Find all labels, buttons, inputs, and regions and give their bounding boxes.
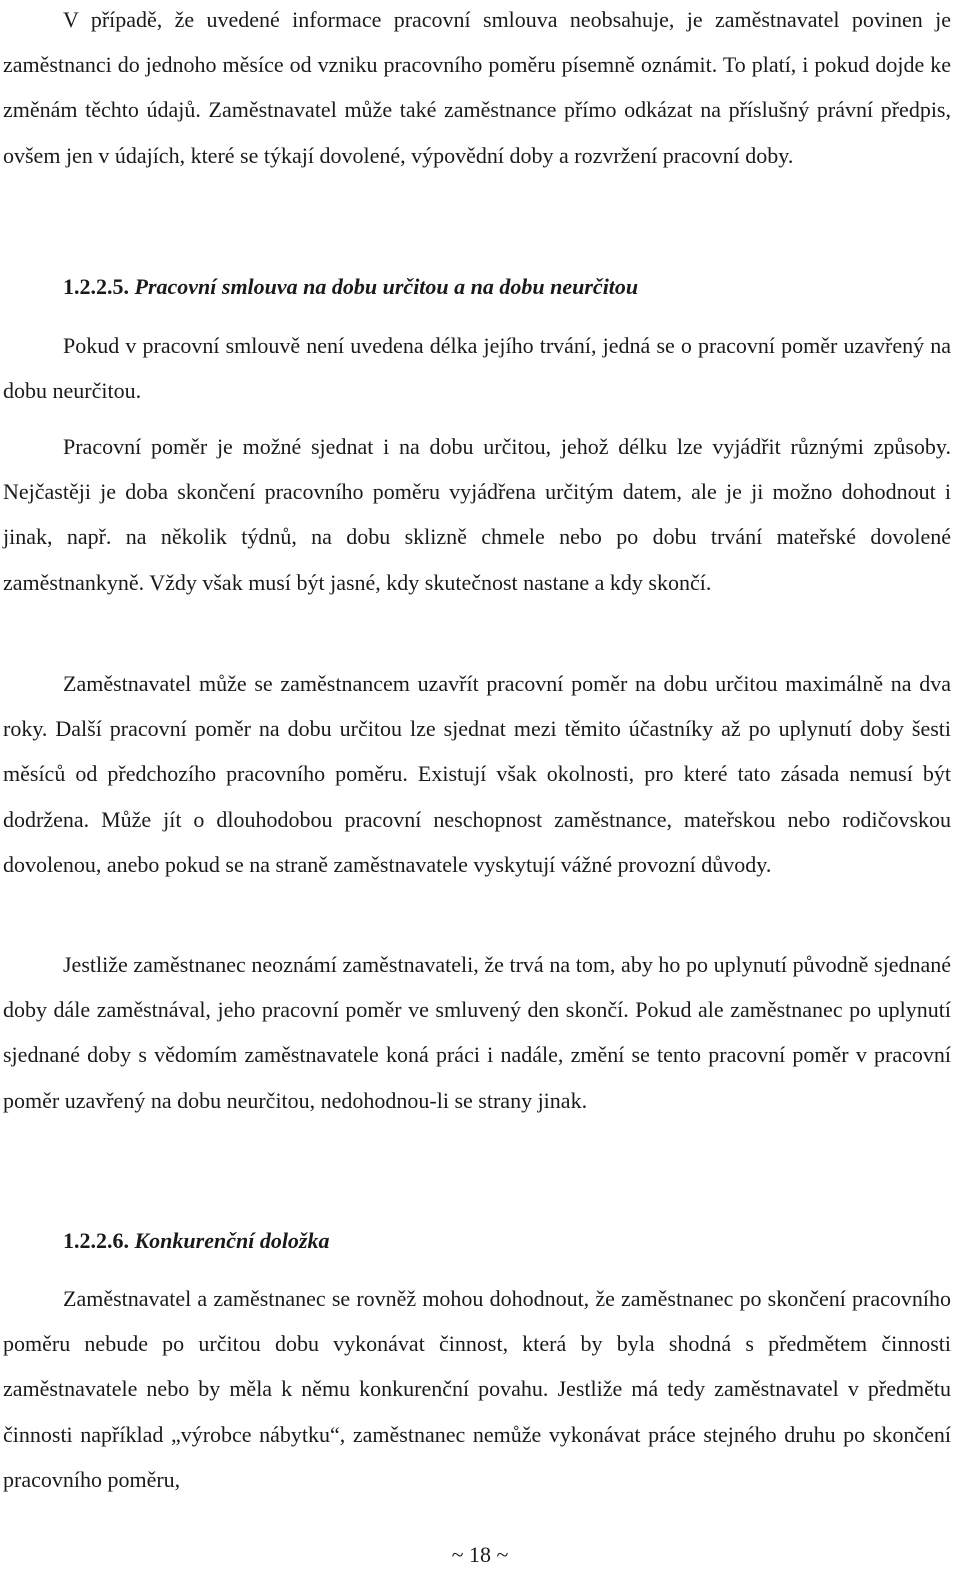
paragraph-1: Pokud v pracovní smlouvě není uvedena délka jejího trvání, jedná se o pracovní poměr uzavřený na dobu neurčitou. [3,333,951,404]
section-title: Konkurenční doložka [134,1228,330,1253]
section-heading-1-2-2-6 [3,1226,330,1256]
paragraph-4: Jestliže zaměstnanec neoznámí zaměstnavateli, že trvá na tom, aby ho po uplynutí původně sjednané doby dále zaměstnával, jeho pracovní poměr ve smluvený den skončí. Pokud ale zaměstnanec po uplynutí sjednané doby s vědomím zaměstnavatele koná práci i nadále, změní se tento pracovní poměr v pracovní poměr uzavřený na dobu neurčitou, nedohodnou-li se strany jinak. [3,952,951,1113]
section-number: 1.2.2.6. [63,1228,129,1253]
page-number: ~ 18 ~ [451,1542,509,1567]
section-title: Pracovní smlouva na dobu určitou a na dobu neurčitou [134,274,639,299]
section-heading-1-2-2-5 [3,272,638,302]
paragraph-5: Zaměstnavatel a zaměstnanec se rovněž mohou dohodnout, že zaměstnanec po skončení pracovního poměru nebude po určitou dobu vykonávat činnost, která by byla shodná s předmětem činnosti zaměstnavatele nebo by měla k němu konkurenční povahu. Jestliže má tedy zaměstnavatel v předmětu činnosti například „výrobce nábytku“, zaměstnanec nemůže vykonávat práce stejného druhu po skončení pracovního poměru, [3,1286,951,1492]
paragraph-2: Pracovní poměr je možné sjednat i na dobu určitou, jehož délku lze vyjádřit různými způsoby. Nejčastěji je doba skončení pracovního poměru vyjádřena určitým datem, ale je ji možno dohodnout i jinak, např. na několik týdnů, na dobu sklizně chmele nebo po dobu trvání mateřské dovolené zaměstnankyně. Vždy však musí být jasné, kdy skutečnost nastane a kdy skončí. [3,434,951,595]
section-number: 1.2.2.5. [63,274,129,299]
paragraph-3: Zaměstnavatel může se zaměstnancem uzavřít pracovní poměr na dobu určitou maximálně na dva roky. Další pracovní poměr na dobu určitou lze sjednat mezi těmito účastníky až po uplynutí doby šesti měsíců od předchozího pracovního poměru. Existují však okolnosti, pro které tato zásada nemusí být dodržena. Může jít o dlouhodobou pracovní neschopnost zaměstnance, mateřskou nebo rodičovskou dovolenou, anebo pokud se na straně zaměstnavatele vyskytují vážné provozní důvody. [3,671,951,877]
paragraph-intro: V případě, že uvedené informace pracovní smlouva neobsahuje, je zaměstnavatel povinen je zaměstnanci do jednoho měsíce od vzniku pracovního poměru písemně oznámit. To platí, i pokud dojde ke změnám těchto údajů. Zaměstnavatel může také zaměstnance přímo odkázat na příslušný právní předpis, ovšem jen v údajích, které se týkají dovolené, výpovědní doby a rozvržení pracovní doby. [3,7,951,168]
